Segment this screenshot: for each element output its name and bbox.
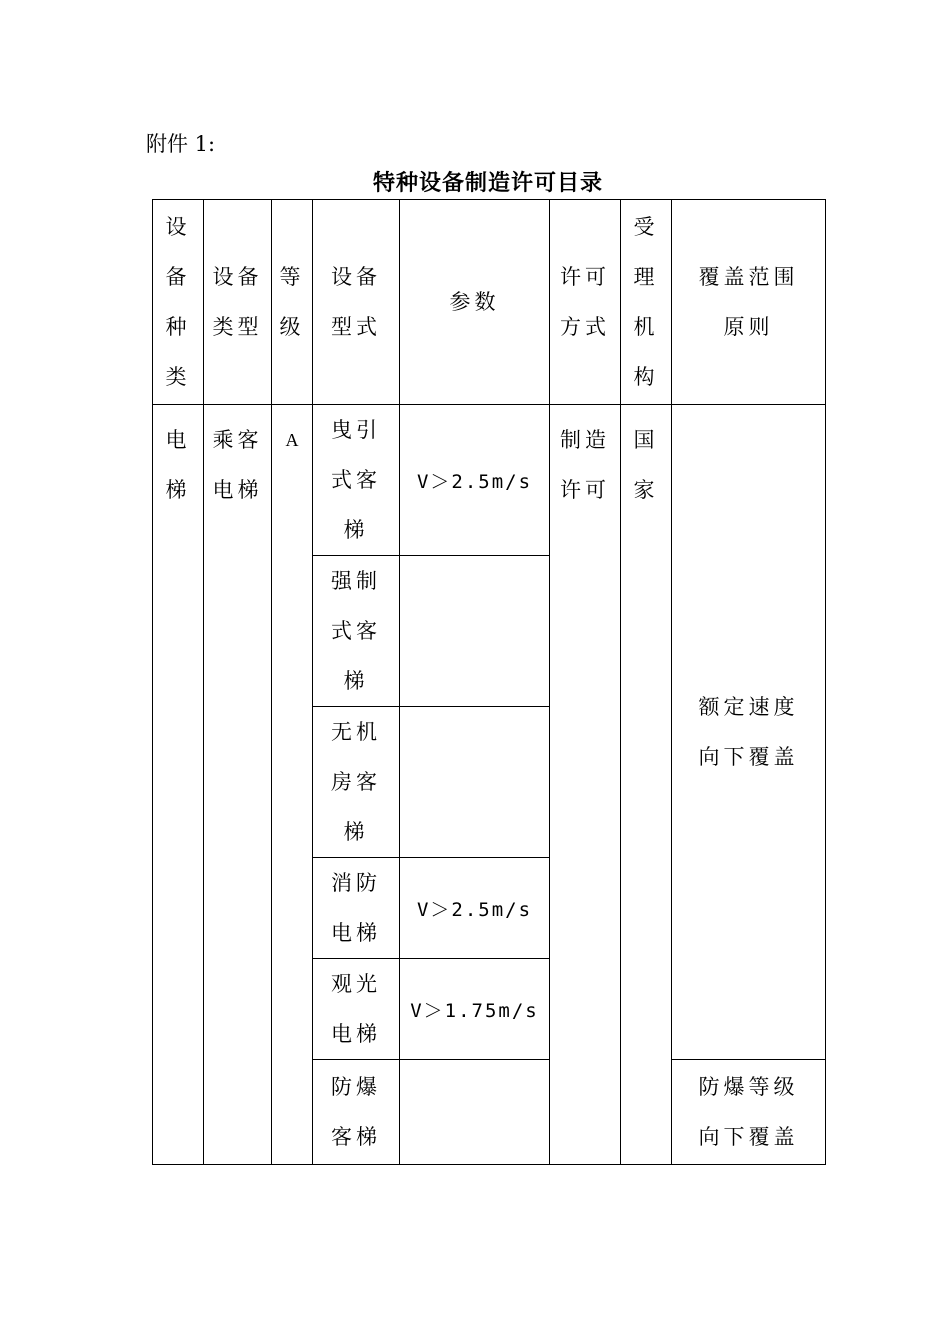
header-type: 设备类型 bbox=[204, 200, 272, 405]
param-cell: V＞2.5m/s bbox=[400, 858, 550, 959]
header-category: 设备种类 bbox=[153, 200, 204, 405]
header-model: 设备型式 bbox=[313, 200, 400, 405]
model-cell: 强制式客梯 bbox=[313, 556, 400, 707]
model-cell: 曳引式客梯 bbox=[313, 405, 400, 556]
attachment-label: 附件 1: bbox=[146, 132, 216, 156]
param-cell: V＞1.75m/s bbox=[400, 959, 550, 1060]
header-coverage: 覆盖范围原则 bbox=[672, 200, 826, 405]
license-cell: 制造许可 bbox=[550, 405, 621, 1165]
type-cell: 乘客电梯 bbox=[204, 405, 272, 1165]
model-cell: 观光电梯 bbox=[313, 959, 400, 1060]
document-title: 特种设备制造许可目录 bbox=[372, 170, 603, 196]
license-catalog-table bbox=[152, 199, 826, 1165]
param-cell bbox=[400, 1060, 550, 1165]
header-grade: 等级 bbox=[272, 200, 313, 405]
param-cell bbox=[400, 556, 550, 707]
model-cell: 消防电梯 bbox=[313, 858, 400, 959]
model-cell: 防爆客梯 bbox=[313, 1060, 400, 1165]
coverage-explosion-cell: 防爆等级向下覆盖 bbox=[672, 1060, 826, 1165]
table-row bbox=[153, 405, 826, 556]
param-cell: V＞2.5m/s bbox=[400, 405, 550, 556]
param-cell bbox=[400, 707, 550, 858]
coverage-speed-cell: 额定速度向下覆盖 bbox=[672, 405, 826, 1060]
authority-cell: 国家 bbox=[621, 405, 672, 1165]
category-cell: 电梯 bbox=[153, 405, 204, 1165]
header-params: 参数 bbox=[400, 200, 550, 405]
header-row bbox=[153, 200, 826, 405]
header-license: 许可方式 bbox=[550, 200, 621, 405]
model-cell: 无机房客梯 bbox=[313, 707, 400, 858]
grade-cell: A bbox=[272, 405, 313, 1165]
header-authority: 受理机构 bbox=[621, 200, 672, 405]
